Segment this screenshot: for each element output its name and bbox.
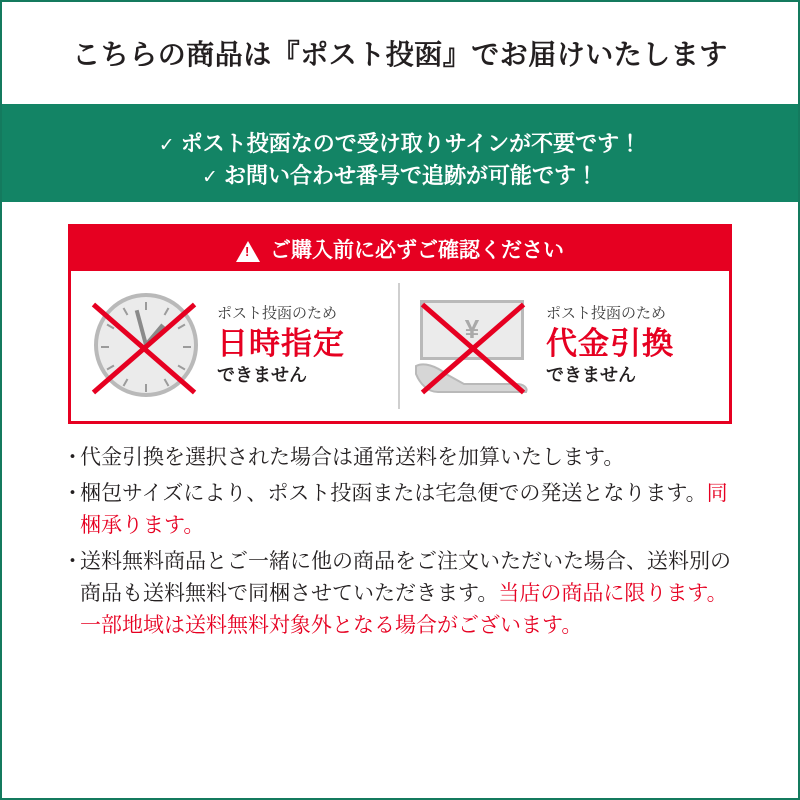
warning-cell-date-designation [71, 271, 400, 421]
yen-symbol: ¥ [464, 314, 480, 344]
note-segment: 送料無料商品とご一緒に他の商品をご注文いただいた場合、送料別の商品も送料無料で同梱させていただきます。 [80, 549, 731, 605]
bullet-icon: ・ [62, 481, 83, 505]
cash-on-delivery-icon [410, 286, 536, 406]
list-item [62, 478, 740, 542]
note-segment: 梱包サイズにより、ポスト投函または宅急便での発送となります。 [80, 481, 707, 505]
benefit-line-1 [159, 128, 641, 160]
hand-icon [414, 360, 530, 394]
benefit-line-2 [202, 160, 598, 192]
warning-cell-cash-on-delivery [400, 271, 729, 421]
clock-icon [81, 286, 207, 406]
warning-heading [71, 227, 729, 271]
warning-body [71, 271, 729, 421]
benefit-text-2: お問い合わせ番号で追跡が可能です！ [223, 163, 598, 188]
notes-list [2, 424, 798, 641]
bullet-icon: ・ [62, 446, 83, 469]
list-item [62, 546, 740, 642]
cell-big-date: 日時指定 [217, 326, 345, 362]
benefits-band [2, 104, 798, 202]
cell-sub-cod: できません [546, 365, 636, 386]
list-item [62, 442, 740, 474]
check-icon: ✓ [202, 167, 218, 188]
note-segment-highlight: 同梱承ります。 [80, 481, 728, 537]
cell-small-cod: ポスト投函のため [546, 305, 667, 323]
benefit-text-1: ポスト投函なので受け取りサインが不要です！ [180, 131, 642, 157]
cell-text-cod [536, 305, 674, 387]
cell-text-date [207, 305, 345, 387]
cell-big-cod: 代金引換 [546, 326, 674, 362]
note-segment: 代金引換を選択された場合は通常送料を加算いたします。 [80, 446, 625, 469]
warning-box [68, 224, 732, 424]
note-text-1 [80, 442, 740, 474]
cell-small-date: ポスト投函のため [217, 305, 338, 323]
bullet-icon: ・ [62, 549, 83, 573]
page-title: こちらの商品は『ポスト投函』でお届けいたします [72, 39, 728, 70]
note-segment-highlight: 当店の商品に限ります。一部地域は送料無料対象外となる場合がございます。 [80, 581, 728, 637]
warning-triangle-icon [236, 241, 260, 262]
warning-heading-text: ご購入前に必ずご確認ください [270, 239, 564, 262]
cell-sub-date: できません [217, 365, 307, 386]
title-bar [2, 2, 798, 104]
note-text-3 [80, 546, 740, 642]
check-icon: ✓ [158, 135, 175, 157]
note-text-2 [80, 478, 740, 542]
warning-wrapper [2, 202, 798, 424]
